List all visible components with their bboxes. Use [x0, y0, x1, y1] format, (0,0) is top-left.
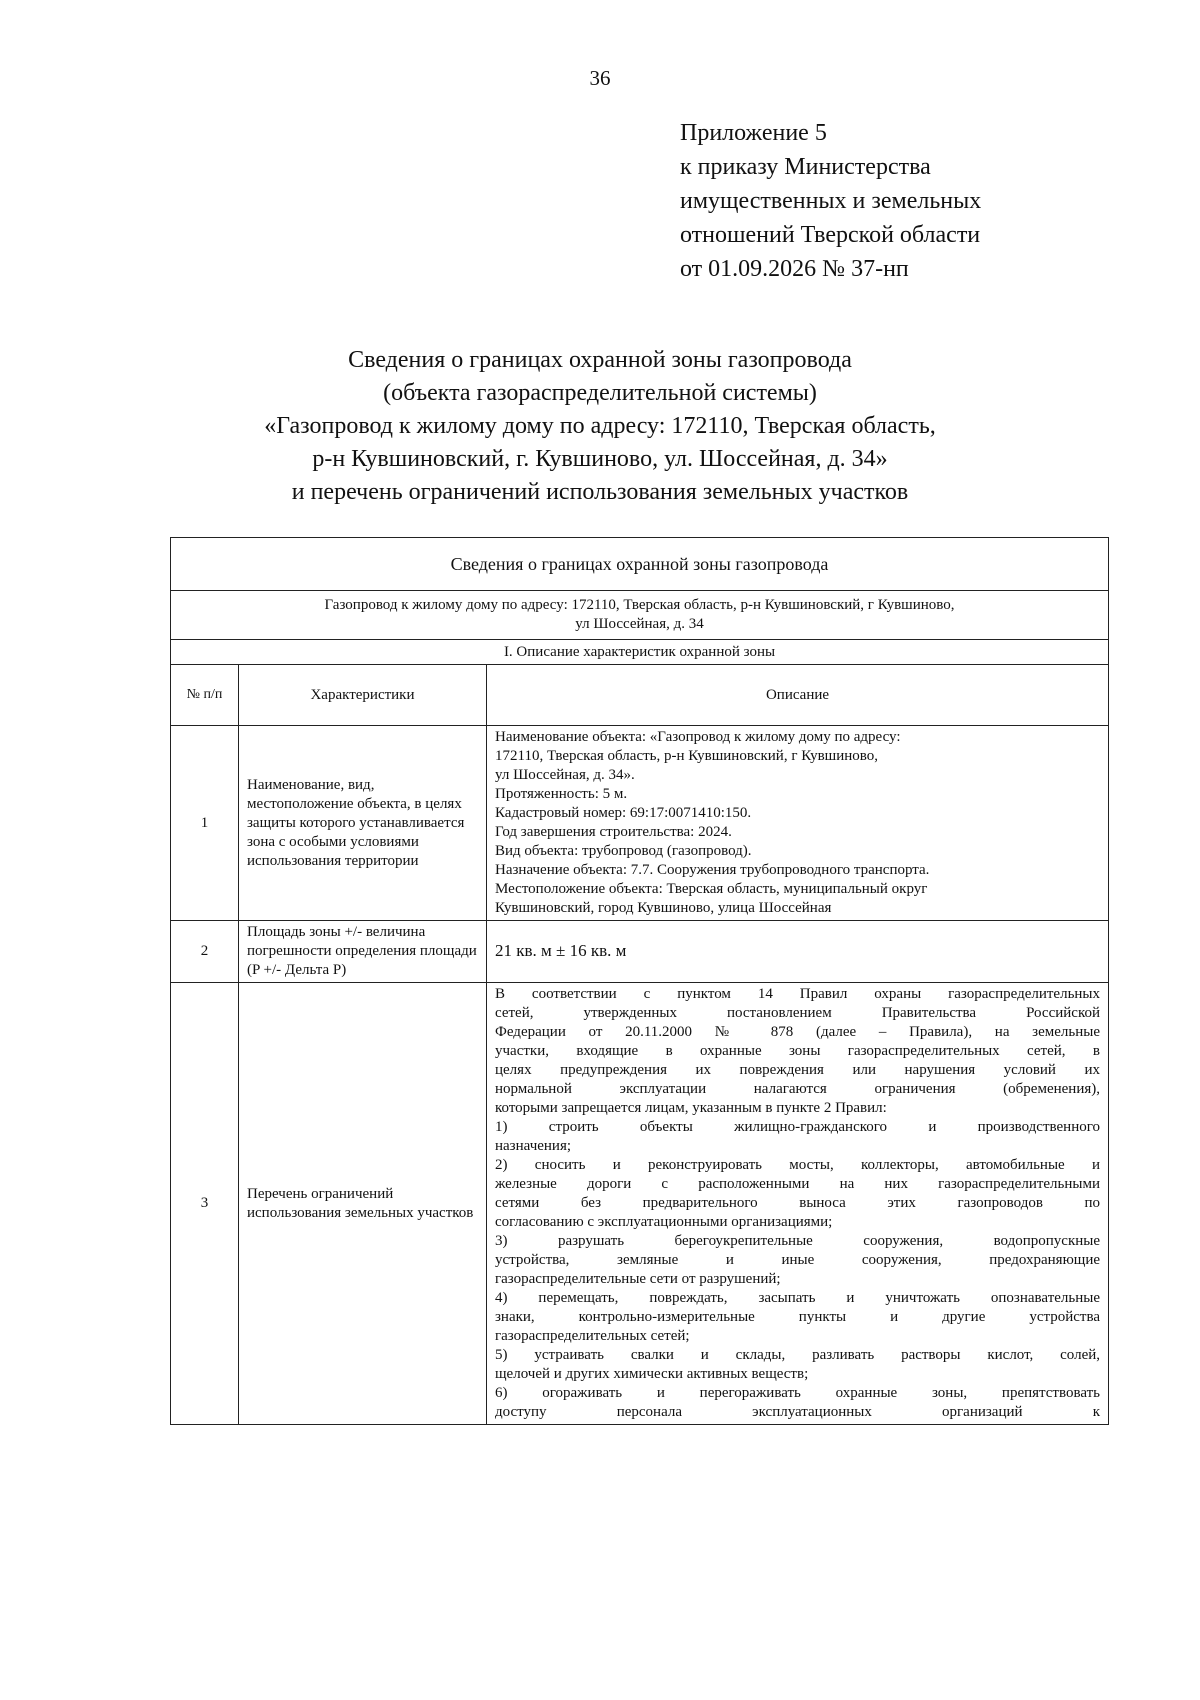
description-line: Наименование объекта: «Газопровод к жилому дому по адресу:	[495, 729, 901, 745]
title-line: р-н Кувшиновский, г. Кувшиново, ул. Шоссейная, д. 34»	[312, 446, 888, 472]
document-title	[0, 344, 1200, 509]
column-header-characteristic: Характеристики	[239, 665, 487, 726]
section-row	[171, 640, 1109, 665]
area-value: 21 кв. м ± 16 кв. м	[495, 941, 627, 960]
title-line: «Газопровод к жилому дому по адресу: 172110, Тверская область,	[264, 413, 936, 439]
description-line: назначения;	[495, 1138, 572, 1154]
appendix-line: имущественных и земельных	[680, 188, 982, 214]
row-number: 2	[171, 921, 239, 983]
appendix-line: Приложение 5	[680, 120, 827, 146]
column-header-row	[171, 665, 1109, 726]
description-line: сетей, утвержденных постановлением Правительства Российской	[495, 1005, 1101, 1021]
row-number: 3	[171, 983, 239, 1425]
description-line: щелочей и других химически активных веществ;	[495, 1366, 809, 1382]
description-line: которыми запрещается лицам, указанным в пункте 2 Правил:	[495, 1100, 887, 1116]
description-line: Кувшиновский, город Кувшиново, улица Шоссейная	[495, 900, 832, 916]
description-line: 172110, Тверская область, р-н Кувшиновский, г Кувшиново,	[495, 748, 879, 764]
object-row	[171, 591, 1109, 640]
appendix-line: к приказу Министерства	[680, 154, 931, 180]
title-line: и перечень ограничений использования земельных участков	[291, 479, 909, 505]
description-line: сетями без предварительного выноса этих газопроводов по	[495, 1195, 1101, 1211]
page-number: 36	[589, 66, 611, 90]
description-line: 5) устраивать свалки и склады, разливать растворы кислот, солей,	[495, 1347, 1101, 1363]
description-line: В соответствии с пунктом 14 Правил охраны газораспределительных	[495, 986, 1101, 1002]
description-line: газораспределительные сети от разрушений;	[495, 1271, 781, 1287]
column-header-description: Описание	[487, 665, 1109, 726]
table-header-row	[171, 538, 1109, 591]
description-line: устройства, земляные и иные сооружения, предохраняющие	[495, 1252, 1101, 1268]
description-line: доступу персонала эксплуатационных организаций к	[495, 1404, 1101, 1420]
description-line: целях предупреждения их повреждения или нарушения условий их	[495, 1062, 1101, 1078]
appendix-line: от 01.09.2026 № 37-нп	[680, 256, 909, 282]
description-line: железные дороги с расположенными на них газораспределительными	[495, 1176, 1101, 1192]
table-row	[171, 921, 1109, 983]
description-line: нормальной эксплуатации налагаются ограничения (обременения),	[495, 1081, 1101, 1097]
appendix-block	[680, 116, 981, 286]
appendix-line: отношений Тверской области	[680, 222, 981, 248]
protection-zone-table	[170, 537, 1109, 1425]
description-line: 1) строить объекты жилищно-гражданского и производственного	[495, 1119, 1101, 1135]
description-line: знаки, контрольно-измерительные пункты и другие устройства	[495, 1309, 1101, 1325]
description-line: Год завершения строительства: 2024.	[495, 824, 732, 840]
row-characteristic: Перечень ограничений использования земельных участков	[239, 983, 487, 1425]
description-line: 2) сносить и реконструировать мосты, коллекторы, автомобильные и	[495, 1157, 1101, 1173]
title-line: Сведения о границах охранной зоны газопровода	[348, 347, 852, 373]
description-line: 6) огораживать и перегораживать охранные зоны, препятствовать	[495, 1385, 1101, 1401]
table-row	[171, 983, 1109, 1425]
description-line: Местоположение объекта: Тверская область, муниципальный округ	[495, 881, 928, 897]
description-line: газораспределительных сетей;	[495, 1328, 690, 1344]
table-row	[171, 726, 1109, 921]
description-line: Назначение объекта: 7.7. Сооружения трубопроводного транспорта.	[495, 862, 930, 878]
description-line: 4) перемещать, повреждать, засыпать и уничтожать опознавательные	[495, 1290, 1101, 1306]
description-line: 3) разрушать берегоукрепительные сооружения, водопропускные	[495, 1233, 1101, 1249]
description-line: участки, входящие в охранные зоны газораспределительных сетей, в	[495, 1043, 1101, 1059]
description-line: Федерации от 20.11.2000 № 878 (далее – Правила), на земельные	[495, 1024, 1101, 1040]
column-header-num: № п/п	[171, 665, 239, 726]
description-line: ул Шоссейная, д. 34».	[495, 767, 635, 783]
description-line: Вид объекта: трубопровод (газопровод).	[495, 843, 752, 859]
description-line: Кадастровый номер: 69:17:0071410:150.	[495, 805, 752, 821]
row-characteristic: Площадь зоны +/- величина погрешности определения площади (P +/- Дельта P)	[239, 921, 487, 983]
row-description	[487, 726, 1109, 921]
title-line: (объекта газораспределительной системы)	[383, 380, 817, 406]
row-number: 1	[171, 726, 239, 921]
table-header: Сведения о границах охранной зоны газопровода	[171, 538, 1109, 591]
object-line: ул Шоссейная, д. 34	[575, 616, 704, 632]
description-line: согласованию с эксплуатационными организациями;	[495, 1214, 833, 1230]
row-description	[487, 921, 1109, 983]
row-characteristic: Наименование, вид, местоположение объекта, в целях защиты которого устанавливается зона с особыми условиями использования территории	[239, 726, 487, 921]
row-description	[487, 983, 1109, 1425]
section-title: I. Описание характеристик охранной зоны	[171, 640, 1109, 665]
object-line: Газопровод к жилому дому по адресу: 172110, Тверская область, р-н Кувшиновский, г Кувшиново,	[324, 597, 955, 613]
description-line: Протяженность: 5 м.	[495, 786, 628, 802]
object-name-cell	[171, 591, 1109, 640]
